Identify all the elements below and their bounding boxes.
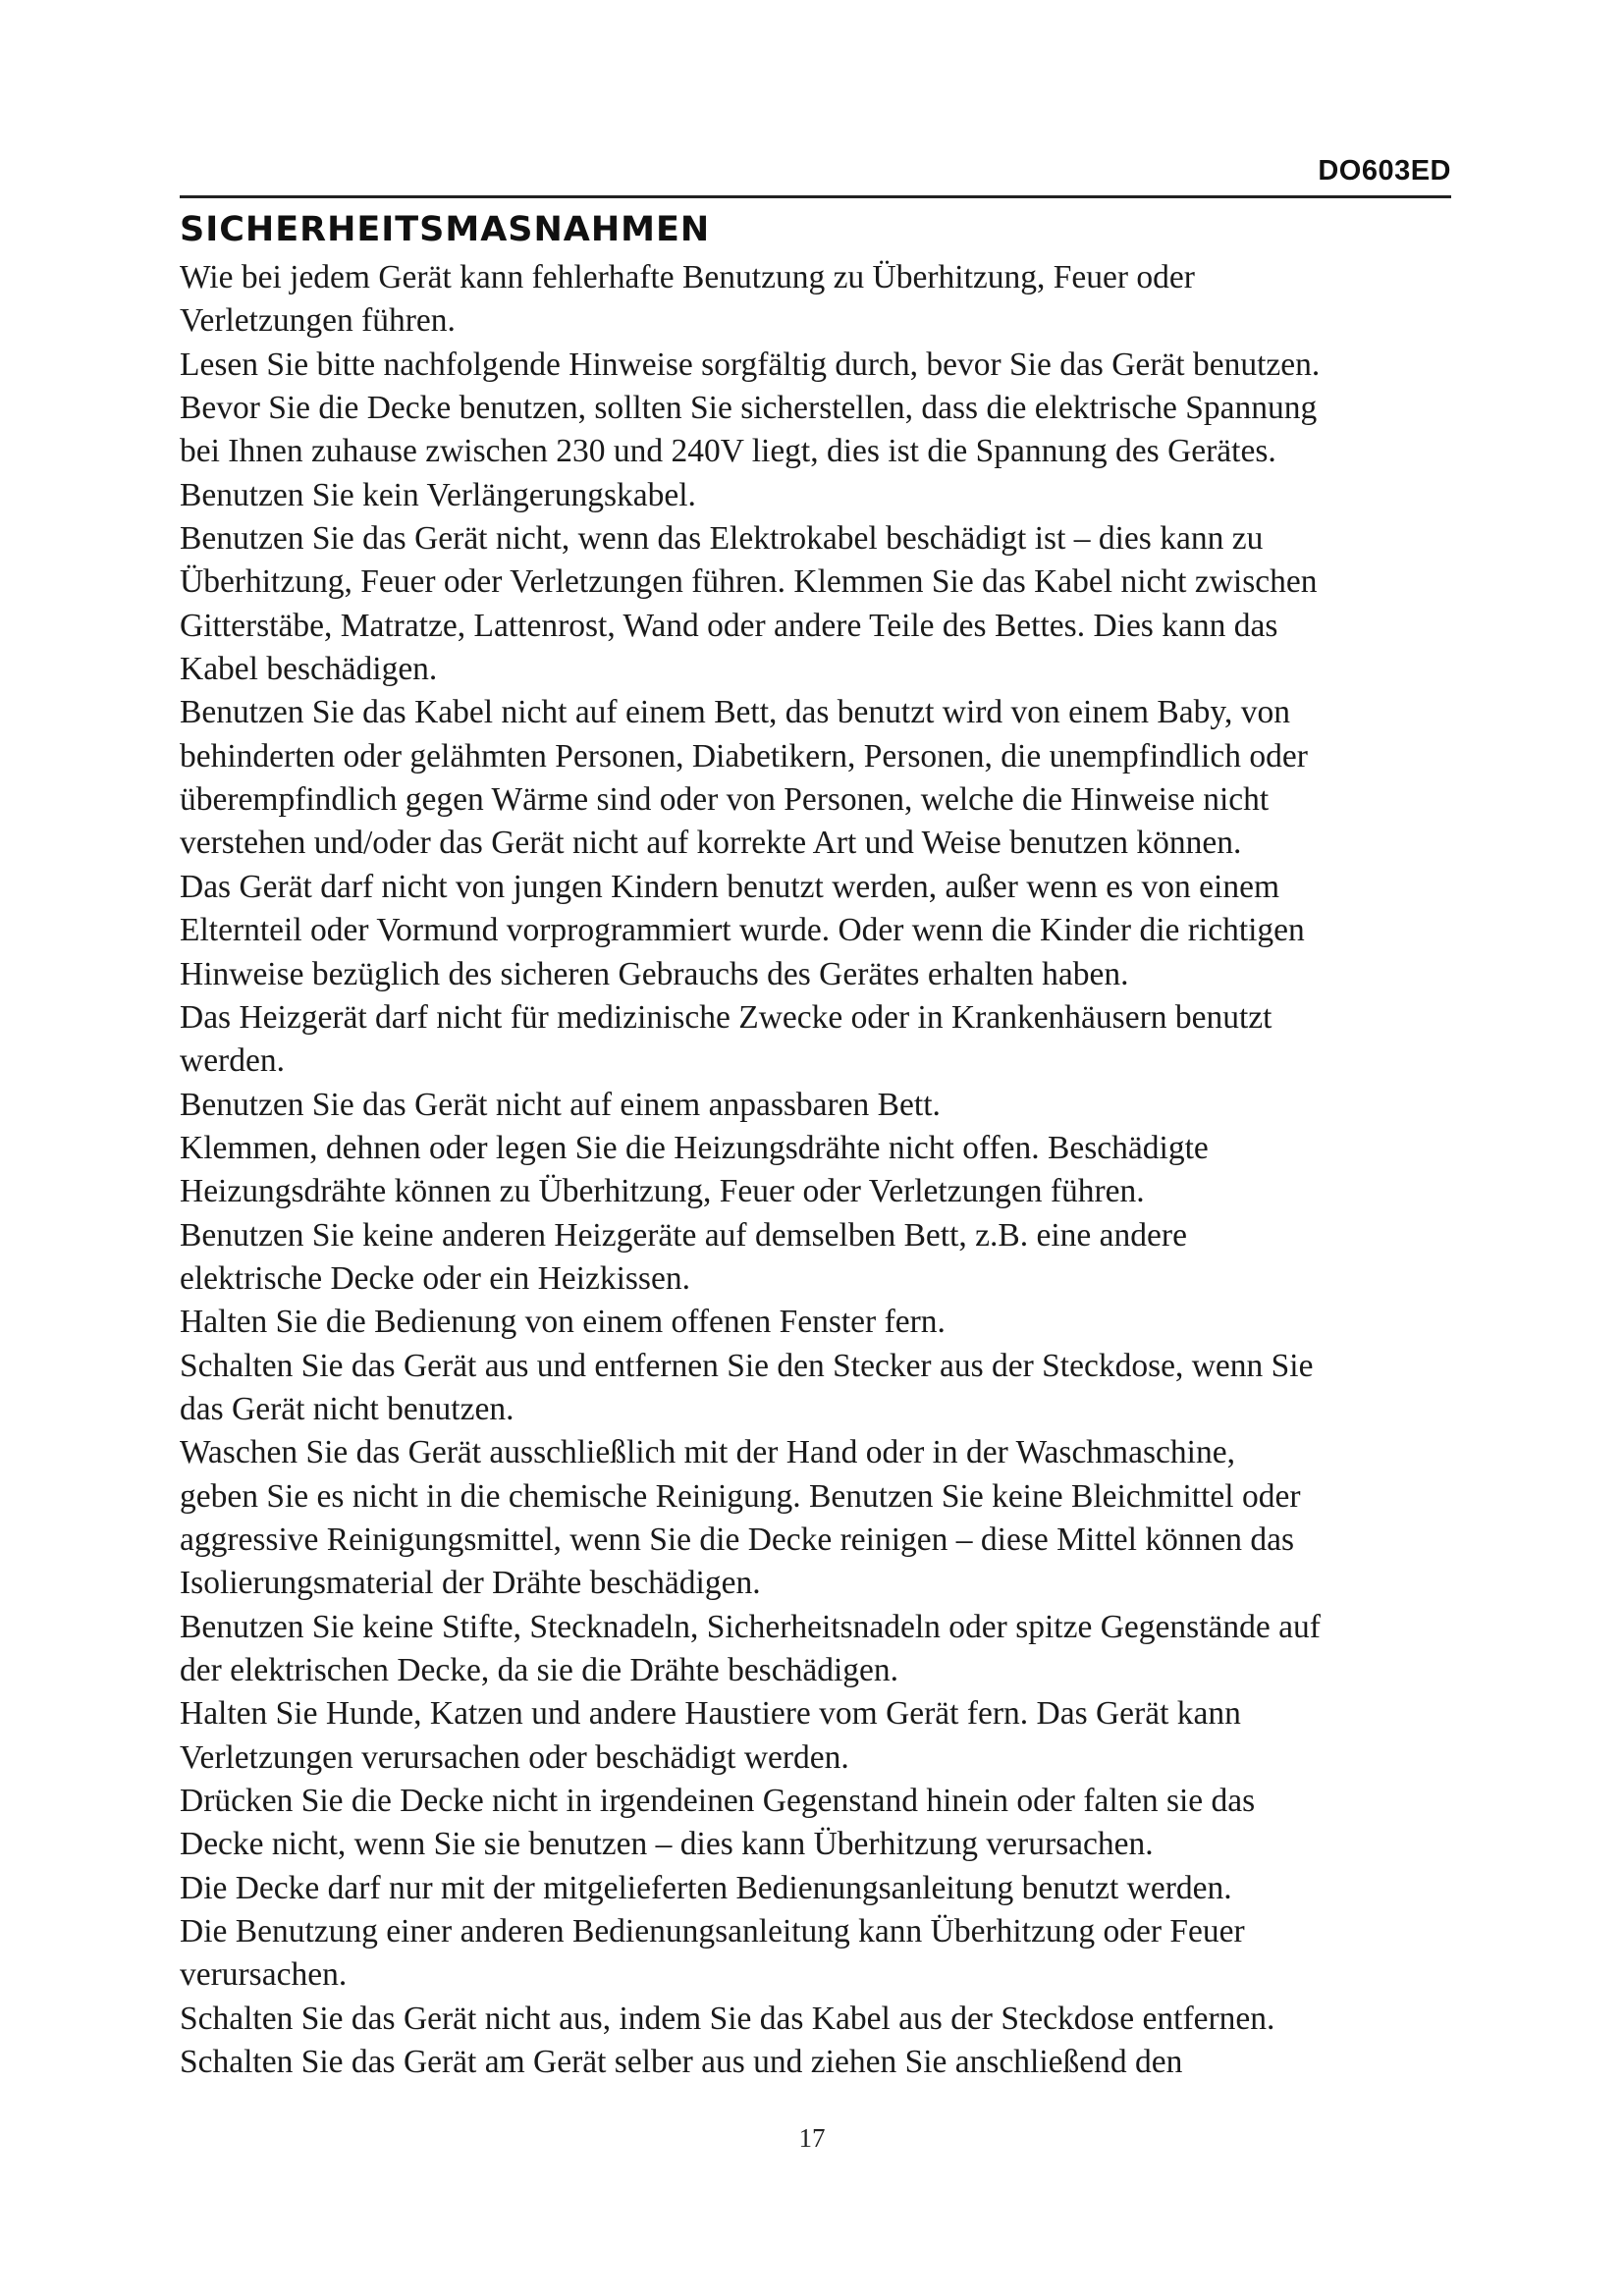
body-line: Die Decke darf nur mit der mitgelieferten Bedienungsanleitung benutzt werden. bbox=[180, 1869, 1232, 1906]
body-line: Lesen Sie bitte nachfolgende Hinweise sorgfältig durch, bevor Sie das Gerät benutzen. bbox=[180, 346, 1321, 383]
body-line: Verletzungen verursachen oder beschädigt werden. bbox=[180, 1738, 849, 1776]
body-line: Schalten Sie das Gerät am Gerät selber aus und ziehen Sie anschließend den bbox=[180, 2044, 1183, 2081]
page-number: 17 bbox=[798, 2123, 826, 2153]
body-line: Benutzen Sie das Gerät nicht, wenn das Elektrokabel beschädigt ist – dies kann zu bbox=[180, 520, 1264, 558]
header-divider bbox=[180, 195, 1451, 198]
body-line: Bevor Sie die Decke benutzen, sollten Sie sicherstellen, dass die elektrische Spannung bbox=[180, 390, 1318, 427]
body-line: elektrische Decke oder ein Heizkissen. bbox=[180, 1259, 690, 1297]
body-line: überempfindlich gegen Wärme sind oder von Personen, welche die Hinweise nicht bbox=[180, 781, 1270, 819]
body-line: Die Benutzung einer anderen Bedienungsanleitung kann Überhitzung oder Feuer bbox=[180, 1913, 1245, 1950]
body-line: Drücken Sie die Decke nicht in irgendeinen Gegenstand hinein oder falten sie das bbox=[180, 1783, 1256, 1820]
body-line: Benutzen Sie das Gerät nicht auf einem anpassbaren Bett. bbox=[180, 1086, 941, 1123]
body-line: Benutzen Sie keine Stifte, Stecknadeln, Sicherheitsnadeln oder spitze Gegenstände auf bbox=[180, 1608, 1321, 1645]
body-line: Waschen Sie das Gerät ausschließlich mit der Hand oder in der Waschmaschine, bbox=[180, 1434, 1235, 1471]
body-line: Schalten Sie das Gerät nicht aus, indem Sie das Kabel aus der Steckdose entfernen. bbox=[180, 2000, 1275, 2037]
body-line: verstehen und/oder das Gerät nicht auf korrekte Art und Weise benutzen können. bbox=[180, 825, 1242, 862]
body-line: Das Gerät darf nicht von jungen Kindern benutzt werden, außer wenn es von einem bbox=[180, 868, 1280, 905]
body-line: Verletzungen führen. bbox=[180, 302, 456, 340]
body-line: werden. bbox=[180, 1042, 285, 1080]
body-line: Schalten Sie das Gerät aus und entfernen Sie den Stecker aus der Steckdose, wenn Sie bbox=[180, 1347, 1314, 1384]
body-line: der elektrischen Decke, da sie die Drähte beschädigen. bbox=[180, 1652, 899, 1688]
body-line: aggressive Reinigungsmittel, wenn Sie die Decke reinigen – diese Mittel können das bbox=[180, 1521, 1295, 1558]
body-line: Benutzen Sie das Kabel nicht auf einem Bett, das benutzt wird von einem Baby, von bbox=[180, 694, 1290, 731]
body-line: Gitterstäbe, Matratze, Lattenrost, Wand oder andere Teile des Bettes. Dies kann das bbox=[180, 607, 1278, 644]
body-line: verursachen. bbox=[180, 1956, 348, 1994]
body-text bbox=[180, 256, 1456, 2084]
body-line: Elternteil oder Vormund vorprogrammiert wurde. Oder wenn die Kinder die richtigen bbox=[180, 912, 1305, 949]
body-line: Isolierungsmaterial der Drähte beschädigen. bbox=[180, 1565, 761, 1602]
body-line: behinderten oder gelähmten Personen, Diabetikern, Personen, die unempfindlich oder bbox=[180, 737, 1308, 774]
body-line: Hinweise bezüglich des sicheren Gebrauchs des Gerätes erhalten haben. bbox=[180, 955, 1129, 992]
body-line: geben Sie es nicht in die chemische Reinigung. Benutzen Sie keine Bleichmittel oder bbox=[180, 1477, 1301, 1515]
section-title: SICHERHEITSMASNAHMEN bbox=[180, 210, 711, 249]
body-line: Klemmen, dehnen oder legen Sie die Heizungsdrähte nicht offen. Beschädigte bbox=[180, 1129, 1209, 1166]
body-line: bei Ihnen zuhause zwischen 230 und 240V liegt, dies ist die Spannung des Gerätes. bbox=[180, 433, 1276, 470]
body-line: Überhitzung, Feuer oder Verletzungen führen. Klemmen Sie das Kabel nicht zwischen bbox=[180, 563, 1318, 601]
body-line: Das Heizgerät darf nicht für medizinische Zwecke oder in Krankenhäusern benutzt bbox=[180, 998, 1272, 1036]
body-line: Halten Sie die Bedienung von einem offenen Fenster fern. bbox=[180, 1304, 946, 1341]
body-line: Benutzen Sie kein Verlängerungskabel. bbox=[180, 476, 696, 513]
body-line: Heizungsdrähte können zu Überhitzung, Feuer oder Verletzungen führen. bbox=[180, 1173, 1145, 1210]
body-line: das Gerät nicht benutzen. bbox=[180, 1390, 514, 1427]
body-line: Benutzen Sie keine anderen Heizgeräte auf demselben Bett, z.B. eine andere bbox=[180, 1216, 1187, 1254]
model-code: DO603ED bbox=[1318, 155, 1451, 187]
body-line: Kabel beschädigen. bbox=[180, 651, 438, 688]
body-line: Wie bei jedem Gerät kann fehlerhafte Benutzung zu Überhitzung, Feuer oder bbox=[180, 259, 1195, 295]
body-line: Halten Sie Hunde, Katzen und andere Haustiere vom Gerät fern. Das Gerät kann bbox=[180, 1695, 1241, 1733]
body-line: Decke nicht, wenn Sie sie benutzen – dies kann Überhitzung verursachen. bbox=[180, 1826, 1154, 1863]
